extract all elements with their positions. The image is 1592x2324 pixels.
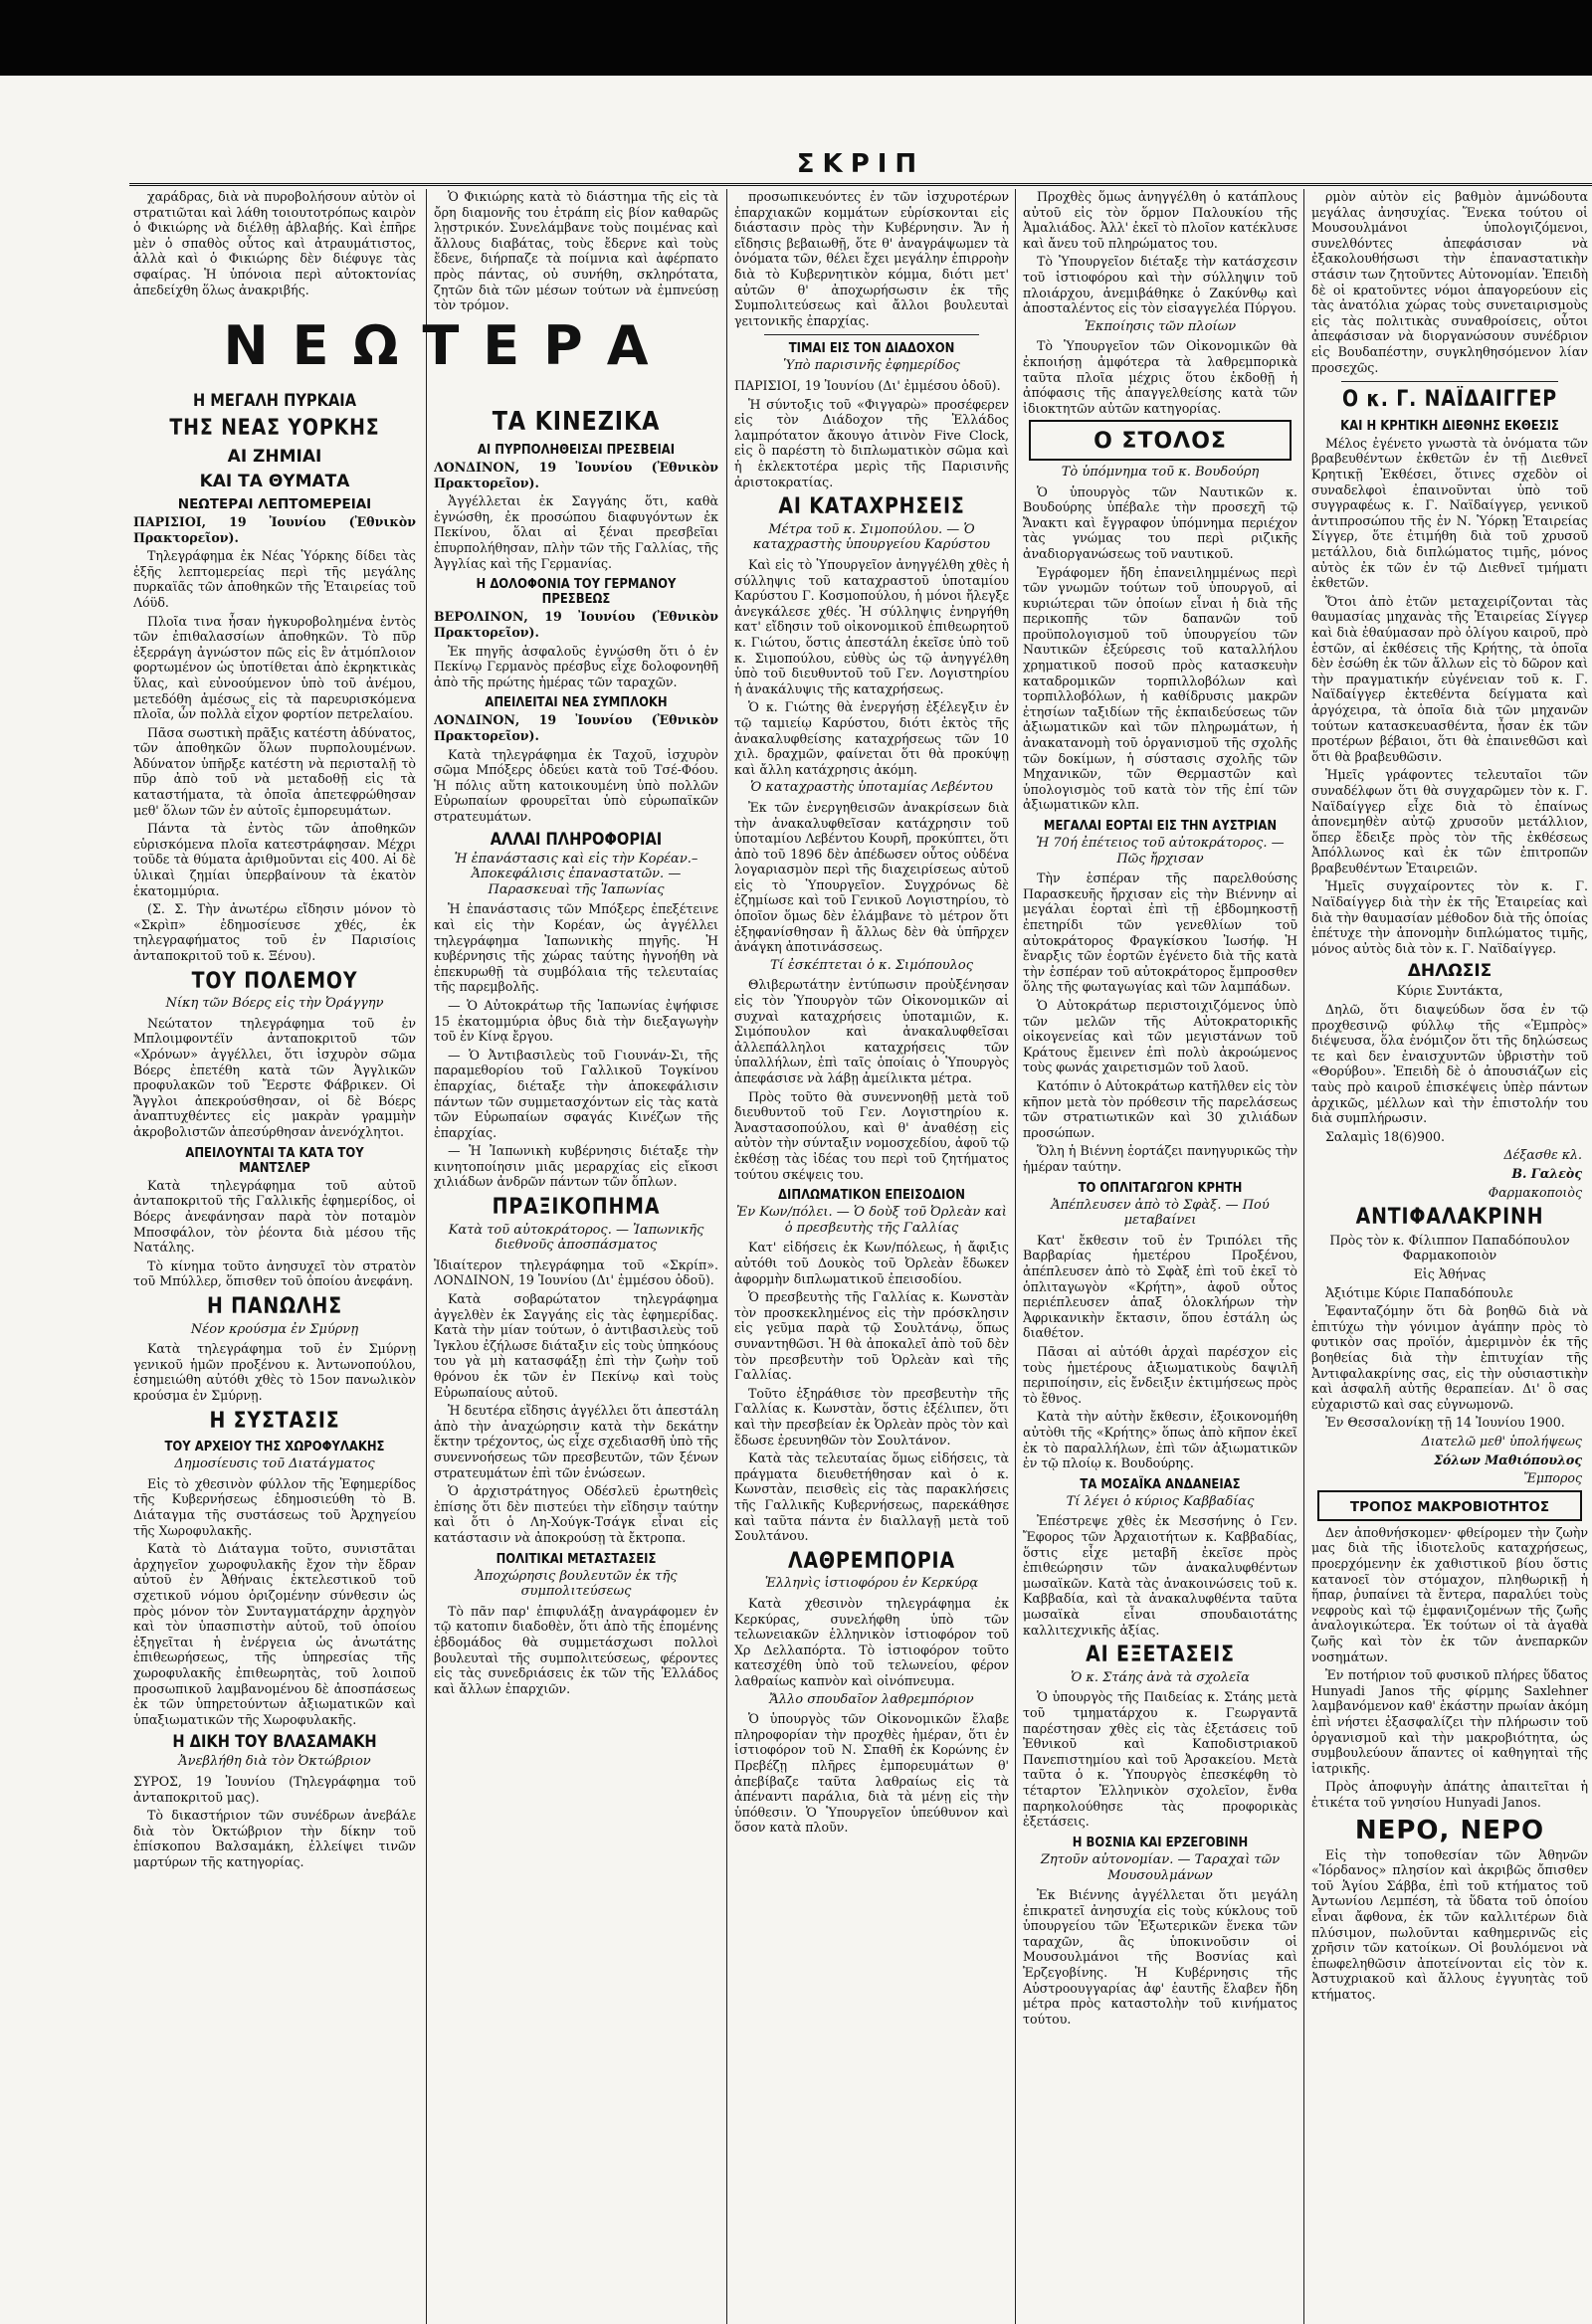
masthead-title: ΣΚΡΙΠ xyxy=(796,149,925,179)
subheadline: Η ΔΟΛΟΦΟΝΙΑ ΤΟΥ ΓΕΡΜΑΝΟΥ ΠΡΕΣΒΕΩΣ xyxy=(476,576,677,608)
paragraph: Πρὸς ἀποφυγὴν ἀπάτης ἀπαιτεῖται ἡ ἐτικέτα τοῦ γνησίου Hunyadi Janos. xyxy=(1311,1779,1588,1810)
dateline: ΛΟΝΔΙΝΟΝ, 19 Ἰουνίου (Ἐθνικὸν Πρακτορεῖον). xyxy=(434,459,718,490)
headline: Η ΠΑΝΩΛΗΣ xyxy=(207,1293,342,1319)
paragraph: Καὶ εἰς τὸ Ὑπουργεῖον ἀνηγγέλθη χθὲς ἡ σύλληψις τοῦ καταχραστοῦ ὑποταμίου Καρύστου Γ. Κοσμοπούλου, ἡ μόνοι ἤλεγξε ἀνεγκάλεσε χθές. Ἡ σύλληψις ἐνηργήθη κατ' εἴδησιν τοῦ οἰκονομικοῦ ἐπιθεωρητοῦ κ. Γιώτου, ὅστις ἀπεστάλη ἐκεῖσε ὑπὸ τοῦ κ. Σιμοπούλου, εὐθὺς ὡς τῷ ἀνηγγέλθη ὑπὸ τοῦ διευθυντοῦ τοῦ Γεν. Λογιστηρίου ἡ ἀνακάλυψις τῆς καταχρήσεως. xyxy=(734,557,1009,696)
paragraph: Εἰς τὸ χθεσινὸν φύλλον τῆς Ἐφημερίδος τῆς Κυβερνήσεως ἐδημοσιεύθη τὸ Β. Διάταγμα τῆς συστάσεως τοῦ Ἀρχηγείου τῆς Χωροφυλακῆς. xyxy=(133,1475,416,1538)
subheadline: Τί λέγει ὁ κύριος Καββαδίας xyxy=(1066,1493,1255,1509)
subheadline: Ἡ ἐπανάστασις καὶ εἰς τὴν Κορέαν.–Ἀποκεφάλισις ἐπαναστατῶν. — Παρασκευαὶ τῆς Ἰαπωνίας xyxy=(454,851,698,897)
headline: ΑΙ ΚΑΤΑΧΡΗΣΕΙΣ xyxy=(778,494,965,520)
paragraph: Ἡ δευτέρα εἴδησις ἀγγέλλει ὅτι ἀπεστάλη ἀπὸ τὴν ἀναχώρησιν κατὰ τὴν δεκάτην ἕκτην τρέχοντος, ὡς εἶχε σχεδιασθῆ ὑπὸ τῆς συνεννοήσεως τῶν πρεσβευτῶν, τῶν ξένων στρατευμάτων ἐπὶ τῶν ἑνώσεων. xyxy=(434,1403,718,1480)
divider xyxy=(764,334,979,335)
salutation: Ἀξιότιμε Κύριε Παπαδόπουλε xyxy=(1325,1284,1513,1300)
subheadline: Κατὰ τοῦ αὐτοκράτορος. — Ἰαπωνικῆς διεθνοῦς ἀποσπάσματος xyxy=(448,1222,704,1254)
paragraph: — Ὁ Αὐτοκράτωρ τῆς Ἰαπωνίας ἐψήφισε 15 ἑκατομμύρια ὀβυς διὰ τὴν διεξαγωγὴν τοῦ ἐν Κίνᾳ ἔργου. xyxy=(434,997,718,1045)
paragraph: Τηλεγράφημα ἐκ Νέας Ὑόρκης δίδει τὰς ἑξῆς λεπτομερείας περὶ τῆς μεγάλης πυρκαϊᾶς τῶν ἀποθηκῶν τῆς Ἑταιρείας τοῦ Λόϋδ. xyxy=(133,548,416,610)
banner-spacer xyxy=(434,316,718,402)
paragraph: Μέλος ἐγένετο γνωστὰ τὰ ὀνόματα τῶν βραβευθέντων ἐκθετῶν ἐν τῇ Διεθνεῖ Κρητικῇ Ἐκθέσει, ὅτινες σχεδὸν οἱ συναδελφοὶ ἐπαινοῦνται ὑπὸ τοῦ συγγραφέως κ. Γ. Ναϊδαίγγερ, γενικοῦ ἀντιπροσώπου τῆς ἐν Ν. Ὑόρκῃ Ἑταιρείας Σίγγερ, ὅτε ἐτιμήθη διὰ τοῦ χρυσοῦ μετάλλου, διὰ διπλώματος τιμῆς, μόνος αὐτὸς ἐκ τῶν ἐν τῷ Διεθνεῖ τμήματι ἐκθετῶν. xyxy=(1311,435,1588,591)
paragraph: Τὸ Ὑπουργεῖον τῶν Οἰκονομικῶν θὰ ἐκποιήσῃ ἀμφότερα τὰ λαθρεμπορικὰ ταῦτα πλοῖα μέχρις ὅτου ἐκδοθῇ ἡ ἀπόφασις τῆς ἀπαγγελθείσης κατὰ τῶν ἰδιοκτητῶν αὐτῶν κατηγορίας. xyxy=(1023,338,1297,416)
paragraph: Ὁ ἀρχιστράτηγος Οδέσλεϋ ἐρωτηθεὶς ἐπίσης ὅτι δὲν πιστεύει τὴν εἴδησιν ταύτην καὶ ὅτι ὁ Λη-Χούγκ-Τσάγκ εἶναι εἰς κατάστασιν νὰ ἀποκρούσῃ τὰ ἔκτροπα. xyxy=(434,1483,718,1545)
headline: ΑΛΛΑΙ ΠΛΗΡΟΦΟΡΙΑΙ xyxy=(490,829,663,850)
subheadline: Ἡ 70ή ἐπέτειος τοῦ αὐτοκράτορος. — Πῶς ἤρχισαν xyxy=(1036,836,1285,867)
paragraph: Θλιβερωτάτην ἐντύπωσιν προὐξένησαν εἰς τὸν Ὑπουργὸν τῶν Οἰκονομικῶν αἱ συχναὶ καταχρήσεις ὑποταμιῶν, κ. Σιμόπουλον καὶ ἀνακαλυφθεῖσαι ἀλλεπάλληλοι καταχρήσεις τῶν ὑπαλλήλων, ἐπὶ ταῖς ὁποίαις ὁ Ὑπουργὸς ἀπεφάσισε νὰ λάβῃ ἀμείλικτα μέτρα. xyxy=(734,977,1009,1086)
subheadline: ΑΙ ΖΗΜΙΑΙ xyxy=(227,446,322,467)
signature: Σόλων Μαθιόπουλος xyxy=(1433,1452,1582,1467)
paragraph: Τὸ πᾶν παρ' ἐπιφυλάξῃ ἀναγράφομεν ἐν τῷ κατοπιν διαδοθὲν, ὅτι ἀπὸ τῆς ἐπομένης ἑβδομάδος θὰ συμμετάσχωσι πολλοὶ βουλευταὶ τῆς συμπολιτεύσεως, φέροντες εἰς τὰς συνεδριάσεις ἐκ τῶν τῆς Ἑλλάδος καὶ ἄλλων ἐπαρχιῶν. xyxy=(434,1603,718,1696)
paragraph: Πάντα τὰ ἐντὸς τῶν ἀποθηκῶν εὑρισκόμενα πλοῖα κατεστράφησαν. Μέχρι τοῦδε τὰ θύματα ἀριθμοῦνται εἰς 400. Αἱ δὲ ὑλικαὶ ζημίαι ὑπερβαίνουν τὰ ἑκατὸν ἑκατομμύρια. xyxy=(133,821,416,898)
headline: ΤΗΣ ΝΕΑΣ ΥΟΡΚΗΣ xyxy=(169,416,380,442)
subheadline: Ἑλληνὶς ἱστιοφόρου ἐν Κερκύρᾳ xyxy=(764,1576,979,1592)
letter-date: Σαλαμὶς 18(6)900. xyxy=(1325,1128,1445,1144)
paragraph: Κατὰ τηλεγράφημα τοῦ αὐτοῦ ἀνταποκριτοῦ τῆς Γαλλικῆς ἐφημερίδος, οἱ Βόερς ἀνεφάνησαν παρὰ τὸν ποταμὸν Μποσφάλον, τὸν ῥέοντα διὰ μέσου τῆς Νατάλης. xyxy=(133,1177,416,1256)
paragraph: Πρὸς τοῦτο θὰ συνεννοηθῇ μετὰ τοῦ διευθυντοῦ τοῦ Γεν. Λογιστηρίου κ. Ἀναστασοπούλου, καὶ θ' ἀναθέσῃ εἰς αὐτὸν τὴν σύνταξιν νομοσχεδίου, ἀφοῦ τῷ ἐκθέσῃ τὰς ἰδέας του περὶ τοῦ ζητήματος τούτου σκέψεις του. xyxy=(734,1088,1009,1182)
subheadline: ΑΠΕΙΛΕΙΤΑΙ ΝΕΑ ΣΥΜΠΛΟΚΗ xyxy=(485,694,668,711)
subheadline: Τί ἐσκέπτεται ὁ κ. Σιμόπουλος xyxy=(769,957,974,973)
signature: Β. Γαλεὸς xyxy=(1511,1166,1582,1182)
headline: ΤΙΜΑΙ ΕΙΣ ΤΟΝ ΔΙΑΔΟΧΟΝ xyxy=(788,340,955,357)
subheadline: Ζητοῦν αὐτονομίαν. — Ταραχαὶ τῶν Μουσουλμάνων xyxy=(1040,1851,1281,1883)
dateline: ΛΟΝΔΙΝΟΝ, 19 Ἰουνίου (Ἐθνικὸν Πρακτορεῖον). xyxy=(434,712,718,744)
headline: ΤΡΟΠΟΣ ΜΑΚΡΟΒΙΟΤΗΤΟΣ xyxy=(1349,1498,1550,1515)
paragraph: Ἐν ποτήριον τοῦ φυσικοῦ πλήρες ὕδατος Hunyadi Janos τῆς φίρμης Saxlehner λαμβανόμενον καθ' ἑκάστην πρωίαν ἀκόμη ἐπὶ νήστει ἐξασφαλίζει τὴν πλήρωσιν τοῦ ὀργανισμοῦ καὶ τὴν μακροβιότητα, ὡς συμβουλεύουν ἅπαντες οἱ καθηγηταὶ τῆς ἰατρικῆς. xyxy=(1311,1667,1588,1776)
subheadline: Τὸ ὑπόμνημα τοῦ κ. Βουδούρη xyxy=(1061,464,1260,480)
headline-box xyxy=(1317,1490,1582,1521)
paragraph: Τὴν ἑσπέραν τῆς παρελθούσης Παρασκευῆς ἤρχισαν εἰς τὴν Βιέννην αἱ μεγάλαι ἑορταὶ ἐπὶ τῇ ἑβδομηκοστῇ ἐπετηρίδι τῶν γενεθλίων τοῦ αὐτοκράτορος Φραγκίσκου Ἰωσήφ. Ἡ ἔναρξις τῶν ἑορτῶν ἐγένετο διὰ τῆς κατὰ τὴν ἑσπέραν τοῦ αὐτοκράτορος ἔμπροσθεν ὅλης τῆς φωταγωγίας καὶ τῶν λαμπάδων. xyxy=(1023,871,1297,995)
article-continuation: ρμὸν αὐτὸν εἰς βαθμὸν ἀμνώδουτα μεγάλας ἀνησυχίας. Ἕνεκα τούτου οἱ Μουσουλμάνοι ὑπολογιζόμενοι, συνελθόντες ἀπεφάσισαν νὰ ἐξακολουθήσωσι τὴν ἐπαναστατικὴν στάσιν των ζητοῦντες Αὐτονομίαν. Ἐπειδὴ δὲ οἱ κρατοῦντες νόμοι ἀπαγορεύουν εἰς τὰς ἀνατόλια χώρας τοὺς συνεταιρισμοὺς εἰς τὰς πολιτικὰς συναθροίσεις, οὗτοι ἀπεφάσισαν νὰ διοργανώσουν συνέδριον εἰς Βουδαπέστην, συγκληθησόμενον λίαν προσεχῶς. xyxy=(1311,189,1588,375)
paragraph: Κατὰ σοβαρώτατον τηλεγράφημα ἀγγελθὲν ἐκ Σαγγάης εἰς τὰς ἐφημερίδας. Κατὰ τὴν μίαν τούτων, ὁ ἀντιβασιλεὺς τοῦ Ἰγκλου ἐζήλωσε διάταξιν εἰς τοὺς ὑπηκόους του γὰ μὴ κατασφάξῃ ἐπὶ τὴν ζωὴν τοῦ θρόνου ἐκ τῶν ἐν Πεκίνῳ καὶ τοὺς Εὐρωπαίους αὐτοῦ. xyxy=(434,1291,718,1400)
paragraph: Δηλῶ, ὅτι διαψεύδων ὅσα ἐν τῷ προχθεσινῷ φύλλῳ τῆς «Ἐμπρὸς» διέψευσα, ὅλα ἐνόμιζον ὅτι τῆς δηλώσεως τε καὶ δεν ἐναισχυντῶν ὑβριστὴν τοῦ «Θορύβου». Ἐπειδὴ δὲ ὁ ἀπουσιάζων εἰς ταὺς πρὸ καιροῦ ἐπισκέψεις ὑπὲρ πάντων ἀρχικῶς, μέλλων καὶ τὴν ἐπιστολήν του διὰ συμπλήρωσιν. xyxy=(1311,1002,1588,1126)
paragraph: Ὁ πρεσβευτὴς τῆς Γαλλίας κ. Κωνστὰν τὸν προσκεκλημένος εἰς τὴν πρόσκλησιν εἰς γεῦμα παρὰ τῷ Σουλτάνῳ, ὅπως συναντηθῶσι. Ἡ θὰ ἀποκαλεῖ ἀπὸ τοῦ δὲν τὸν πρεσβευτὴν τοῦ Ὀρλεὰν καὶ τῆς Γαλλίας. xyxy=(734,1289,1009,1383)
paragraph: Ὁ κ. Γιώτης θὰ ἐνεργήσῃ ἐξέλεγξιν ἐν τῷ ταμιείῳ Καρύστου, διότι ἐκτὸς τῆς ἀνακαλυφθείσης καταχρήσεως τῶν 10 χιλ. δραχμῶν, φαίνεται ὅτι θὰ προκύψῃ καὶ ἄλλη κατάχρησις ἀκόμη. xyxy=(734,699,1009,777)
headline: ΛΑΘΡΕΜΠΟΡΙΑ xyxy=(788,1548,955,1574)
salutation: Κύριε Συντάκτα, xyxy=(1396,983,1503,999)
headline: Ο κ. Γ. ΝΑΪΔΑΙΓΓΕΡ xyxy=(1342,387,1557,413)
paragraph: Ἡ σύντοξις τοῦ «Φιγγαρὼ» προσέφερεν εἰς τὸν Διάδοχον τῆς Ἑλλάδος λαμπρότατον ἄκουγο ἀτινὸν Five Clock, εἰς ὃ παρέστη τὸ διπλωματικὸν σῶμα καὶ ἡ ἐκλεκτοτέρα μερὶς τῆς Παρισινῆς ἀριστοκρατίας. xyxy=(734,396,1009,489)
paragraph: Κατ' εἰδήσεις ἐκ Κων/πόλεως, ἡ ἄφιξις αὐτόθι τοῦ Δουκὸς τοῦ Ὀρλεὰν ἔδωκεν ἀφορμὴν διπλωματικοῦ ἐπεισοδίου. xyxy=(734,1240,1009,1286)
section-banner-neotera: ΝΕΩΤΕΡΑ xyxy=(223,314,673,377)
paragraph: Κατὰ χθεσινὸν τηλεγράφημα ἐκ Κερκύρας, συνελήφθη ὑπὸ τῶν τελωνειακῶν ἑλληνικὸν ἱστιοφόρον τοῦ Χρ Δελλαπόρτα. Τὸ ἱστιοφόρον τοῦτο κατεσχέθη ὑπὸ τοῦ τελωνείου, φέρον λαθραίως καπνὸν καὶ οἰνόπνευμα. xyxy=(734,1595,1009,1688)
paragraph: Ἡμεῖς γράφοντες τελευταῖοι τῶν συναδέλφων ὅτι θὰ συγχαρῶμεν τὸν κ. Γ. Ναϊδαίγγερ εἶχε διὰ τὸ ἐπαίνως ἀπονεμηθὲν αὐτῷ χρυσοῦν μετάλλιον, ὅπερ ἔδειξε πρὸς τὸν τῆς ἐκθέσεως Ἀπόλλωνος καὶ ἐκ τῶν ἐπιτροπῶν βραβευθέντων Ἑταιρειῶν. xyxy=(1311,767,1588,875)
dateline: Ἰδιαίτερον τηλεγράφημα τοῦ «Σκρίπ». ΛΟΝΔΙΝΟΝ, 19 Ἰουνίου (Δι' ἐμμέσου ὁδοῦ). xyxy=(434,1257,718,1288)
paragraph: — Ὁ Ἀντιβασιλεὺς τοῦ Γιουνάν-Σι, τῆς παραμεθορίου τοῦ Γαλλικοῦ Τογκίνου ἐπαρχίας, διέταξε τὴν ἀποκεφάλισιν πάντων τῶν συμμετασχόντων εἰς τὰς κατὰ τῶν Εὐρωπαίων σφαγάς Κινέζων τῆς ἐπαρχίας. xyxy=(434,1047,718,1140)
paragraph: Ὁ ὑπουργὸς τῶν Οἰκονομικῶν ἔλαβε πληροφορίαν τὴν προχθὲς ἡμέραν, ὅτι ἐν ἱστιοφόρον τοῦ Ν. Σπαθῆ ἐκ Κορώνης ἐν Πρεβέζῃ πλῆρες ἐμπορευμάτων θ' ἀπεβίβαζε ταῦτα λαθραίως εἰς τὰ ἀπέναντι παράλια, διὰ τὰ μένῃ εἰς τὴν ὑπόθεσιν. Ὁ Ὑπουργεῖον ὑπεύθυνον καὶ ὅσον κατὰ πλοῦν. xyxy=(734,1711,1009,1836)
paragraph: Ἡ ἐπανάστασις τῶν Μπόξερς ἐπεξέτεινε καὶ εἰς τὴν Κορέαν, ὡς ἀγγέλλει τηλεγράφημα Ἰαπωνικὴς πηγῆς. Ἡ κυβέρνησις τῆς χώρας ταύτης ἠγνοήθη νὰ ἐπεκυρωθῇ τὰ συμβόλαια τῆς τελευταίας τῆς παρεμβολῆς. xyxy=(434,901,718,995)
headline: Η ΜΕΓΑΛΗ ΠΥΡΚΑΙΑ xyxy=(192,391,357,412)
article-continuation: Προχθὲς ὅμως ἀνηγγέλθη ὁ κατάπλους αὐτοῦ εἰς τὸν ὅρμον Παλουκίου τῆς Ἀμαλιάδος. Ἀλλ' ἐκεῖ τὸ πλοῖον κατέκλυσε καὶ ἄνευ τοῦ πληρώματος του. xyxy=(1023,189,1297,251)
paragraph: Ὁ ὑπουργὸς τῆς Παιδείας κ. Στάης μετὰ τοῦ τμηματάρχου κ. Γεωργαντᾶ παρέστησαν χθὲς εἰς τὰς ἐξετάσεις τοῦ Ἐθνικοῦ καὶ Καποδιστριακοῦ Πανεπιστημίου καὶ τοῦ Ἀρσακείου. Μετὰ ταῦτα ὁ κ. Ὑπουργὸς ἐπεσκέφθη τὸ τέταρτον Ἑλληνικὸν σχολεῖον, ἔνθα παρηκολούθησε τὰς προφορικὰς ἐξετάσεις. xyxy=(1023,1689,1297,1830)
subheadline: Ἀνεβλήθη διὰ τὸν Ὀκτώβριον xyxy=(178,1754,371,1770)
headline: ΑΙ ΕΞΕΤΑΣΕΙΣ xyxy=(1086,1643,1235,1668)
headline: ΠΡΑΞΙΚΟΠΗΜΑ xyxy=(492,1195,661,1221)
scan-top-band xyxy=(0,0,1592,76)
paragraph: Κατὰ τὰς τελευταίας ὅμως εἰδήσεις, τὰ πράγματα διευθετήθησαν καὶ ὁ κ. Κωνστὰν, πεισθεὶς εἰς τὰς παρακλήσεις τῆς Γαλλικῆς Κυβερνήσεως, παρεκάθησε καὶ ταῦτα πάντα ἐν διαλλαγῇ μετὰ τοῦ Σουλτάνου. xyxy=(734,1451,1009,1544)
column-2 xyxy=(434,189,718,2324)
paragraph: Ὁ Αὐτοκράτωρ περιστοιχιζόμενος ὑπὸ τῶν μελῶν τῆς Αὐτοκρατορικῆς οἰκογενείας καὶ τῶν μεγιστάνων τοῦ Κράτους ἔμεινεν ἐπὶ πολὺ ἀκροώμενος τοὺς φωνάς χαιρετισμῶν τοῦ λαοῦ. xyxy=(1023,998,1297,1075)
paragraph: Ἐπέστρεψε χθὲς ἐκ Μεσσήνης ὁ Γεν. Ἔφορος τῶν Ἀρχαιοτήτων κ. Καββαδίας, ὅστις εἶχε μεταβῆ ἐκεῖσε πρὸς ἐπιθεώρησιν τῶν ἀνακαλυφθέντων μωσαϊκῶν. Κατὰ τὰς ἀνακοινώσεις τοῦ κ. Καββαδία, καὶ τὰ ἀνακαλυφθέντα ταῦτα μωσαϊκὰ εἶναι σπουδαιοτάτης καλλιτεχνικῆς ἀξίας. xyxy=(1023,1513,1297,1638)
headline: Η ΣΥΣΤΑΣΙΣ xyxy=(209,1408,340,1434)
column-rule xyxy=(1015,189,1016,2324)
paragraph: Τὸ κίνημα τοῦτο ἀνησυχεῖ τὸν στρατὸν τοῦ Μπύλλερ, ὅπισθεν τοῦ ὁποίου ἀνεφάνη. xyxy=(133,1258,416,1289)
subheadline: Μέτρα τοῦ κ. Σιμοπούλου. — Ὁ καταχραστὴς ὑπουργείου Καρύστου xyxy=(752,521,991,553)
subheadline: ΤΟΥ ΑΡΧΕΙΟΥ ΤΗΣ ΧΩΡΟΦΥΛΑΚΗΣ xyxy=(164,1439,385,1455)
paragraph: Ἐκ Βιέννης ἀγγέλλεται ὅτι μεγάλη ἐπικρατεῖ ἀνησυχία εἰς τοὺς κύκλους τοῦ ὑπουργείου τῶν Ἐξωτερικῶν ἕνεκα τῶν ταραχῶν, ἃς ὑποκινοῦσιν οἱ Μουσουλμάνοι τῆς Βοσνίας καὶ Ἐρζεγοβίνης. Ἡ Κυβέρνησις τῆς Αὐστροουγγαρίας ἀφ' ἑαυτῆς ἔλαβεν ἤδη μέτρα πρὸς καταστολὴν τοῦ κινήματος τούτου. xyxy=(1023,1887,1297,2027)
paragraph: Εἰς Ἀθήνας xyxy=(1413,1266,1487,1282)
masthead xyxy=(129,149,1592,186)
paragraph: Κατ' ἔκθεσιν τοῦ ἐν Τριπόλει τῆς Βαρβαρίας ἡμετέρου Προξένου, ἀπέπλευσεν ἀπὸ τὸ Σφὰξ ἐπὶ τοῦ ἐκεῖ τὸ ὁπλιταγωγὸν «Κρήτη», ἀφοῦ οὗτος περιέπλευσεν ἁπαξ ὁλοκλήρων τὴν Ἀφρικανικὴν ἔκτασιν, ὅπου ἐστάλη ὡς διαθέτον. xyxy=(1023,1232,1297,1341)
column-4 xyxy=(1023,189,1297,2324)
paragraph: Τοῦτο ἐξηράθισε τὸν πρεσβευτὴν τῆς Γαλλίας κ. Κωνστὰν, ὅστις ἐξέλιπεν, ὅτι καὶ τὴν πρεσβείαν ἐκ Ὀρλεὰν πρὸς τὸν καὶ ἔδωσε ἐρευνηθῶν τὸν Σουλτάνον. xyxy=(734,1385,1009,1448)
paragraph: — Ἡ Ἰαπωνικὴ κυβέρνησις διέταξε τὴν κινητοποίησιν μιᾶς μεραρχίας εἰς εἴκοσι χιλιάδων ἀνδρῶν πάντων τῶν ὅπλων. xyxy=(434,1143,718,1190)
subheadline: Νέον κρούσμα ἐν Σμύρνῃ xyxy=(190,1321,359,1337)
headline: ΑΠΕΙΛΟΥΝΤΑΙ ΤΑ ΚΑΤΑ ΤΟΥ ΜΑΝΤΣΛΕΡ xyxy=(185,1144,364,1176)
subheadline: Δημοσίευσις τοῦ Διατάγματος xyxy=(174,1456,375,1472)
paragraph: Τὸ Ὑπουργεῖον διέταξε τὴν κατάσχεσιν τοῦ ἱστιοφόρου καὶ τὴν σύλληψιν τοῦ πλοιάρχου, ἀνεμιβάθηκε ὁ Ζακύνθῳ καὶ ἀποσταλέντος εἰς τὸν εἰσαγγελέα Πύργου. xyxy=(1023,254,1297,316)
column-1 xyxy=(133,189,416,2324)
headline: Ο ΣΤΟΛΟΣ xyxy=(1094,429,1227,455)
dateline: ΠΑΡΙΣΙΟΙ, 19 Ἰουνίου (Δι' ἐμμέσου ὁδοῦ). xyxy=(734,378,1001,394)
headline: ΤΑ ΜΟΣΑΪΚΑ ΑΝΔΑΝΕΙΑΣ xyxy=(1080,1475,1241,1492)
column-rule xyxy=(726,189,727,2324)
columns-frame xyxy=(129,189,1592,2324)
headline: ΤΟΥ ΠΟΛΕΜΟΥ xyxy=(191,968,358,994)
headline: ΔΗΛΩΣΙΣ xyxy=(1407,961,1492,982)
paragraph: Ἡμεῖς συγχαίροντες τὸν κ. Γ. Ναϊδαίγγερ διὰ τὴν ἐκ τῆς Ἑταιρείας καὶ διὰ τὴν θαυμασίαν μέθοδον διὰ τῆς ὁποίας ἐπέτυχε τὴν ἀπονομὴν διπλώματος τιμῆς, μόνος αὐτὸς διὰ τὸν κ. Γ. Ναϊδαίγγερ. xyxy=(1311,878,1588,956)
banner-spacer xyxy=(133,300,416,386)
article-continuation: χαράδρας, διὰ νὰ πυροβολήσουν αὐτὸν οἱ στρατιῶται καὶ λάθη τοιουτοτρόπως καιρὸν ὁ Φικιώρης νὰ διέλθῃ ἀβλαβής. Καὶ ἐπῆρε μὲν ὁ σπαθὸς οὗτος καὶ ἀτραυμάτιστος, ἀλλὰ καὶ ὁ Φικιώρης δὲν διέφυγε τὰς σφαίρας. Ἡ ὑπόνοια περὶ αὐτοκτονίας ἀπεδείχθη ὅλως ἀνακριβής. xyxy=(133,189,416,297)
paragraph: Δεν ἀποθνήσκομεν· φθείρομεν τὴν ζωὴν μας διὰ τῆς ἰδιοτελοῦς καταχρήσεως, προερχόμενην ἐκ χαθιστικοῦ βίου ὅστις κατανοεῖ τὸν στόμαχον, πληθωρικῇ ἡ ἥπαρ, ῥυπαίνει τὰ ἔντερα, παραλύει τοὺς νεφροὺς καὶ τῷ ἐμφανιζομένων τῆς ζωῆς ἀναλογικώτερα. Ἐκ τούτων οἱ τὰ ἀγαθὰ ζωῆς καὶ τὸν ἐκ τῶν ἀνεπαρκῶν νοσημάτων. xyxy=(1311,1524,1588,1664)
divider xyxy=(1341,381,1558,382)
paragraph: Ἐφανταζόμην ὅτι δὰ βοηθῶ διὰ νὰ ἐπιτύχω τὴν γόνιμον ἀγάπην πρὸς τὸ φυτικὸν σας προϊόν, ἀμεριμνὸν ἐκ τῆς βοηθείας διὰ τὴν ἐπιτυχίαν τῆς Ἀντιφαλακρίνης σας, εἰς τὴν οὐσιαστικὴν καὶ ἀσφαλῆ αὐτῆς θεραπείαν. Δι' ὃ σας εὐχαριστῶ καὶ σας εὐγνωμονῶ. xyxy=(1311,1303,1588,1412)
headline-box xyxy=(1029,420,1292,461)
paragraph: Κατὰ τηλεγράφημα τοῦ ἐν Σμύρνῃ γενικοῦ ἡμῶν προξένου κ. Ἀντωνοπούλου, ἐσημειώθη αὐτόθι χθὲς τὸ 15ον πανωλικὸν κρούσμα ἐν Σμύρνῃ. xyxy=(133,1341,416,1403)
headline: ΠΟΛΙΤΙΚΑΙ ΜΕΤΑΣΤΑΣΕΙΣ xyxy=(496,1550,657,1567)
headline: Η ΔΙΚΗ ΤΟΥ ΒΛΑΣΑΜΑΚΗ xyxy=(172,1732,377,1753)
headline: ΑΝΤΙΦΑΛΑΚΡΙΝΗ xyxy=(1355,1205,1544,1231)
letter-closing: Δέξασθε κλ. xyxy=(1503,1147,1582,1163)
subheadline: Ἀποχώρησις βουλευτῶν ἐκ τῆς συμπολιτεύσεως xyxy=(475,1568,678,1600)
subheadline: Ὁ καταχραστὴς ὑποταμίας Λεβέντου xyxy=(750,780,993,796)
paragraph: Κατὰ τηλεγράφημα ἐκ Ταχοῦ, ἰσχυρὸν σῶμα Μπόξερς ὁδεύει κατὰ τοῦ Τσέ-Φόου. Ἡ πόλις αὕτη κατοικουμένη ὑπὸ πολλῶν Εὐρωπαίων φρουρεῖται ὑπὸ εὐρωπαϊκῶν στρατευμάτων. xyxy=(434,746,718,824)
subheadline: Νίκη τῶν Βόερς εἰς τὴν Ὀράγγην xyxy=(165,996,384,1012)
paragraph: (Σ. Σ. Τὴν ἀνωτέρω εἴδησιν μόνον τὸ «Σκρὶπ» ἐδημοσίευσε χθές, ἐκ τηλεγραφήματος τοῦ ἐν Παρισίοις ἀνταποκριτοῦ τοῦ κ. Ξένου). xyxy=(133,901,416,964)
subheadline: ΚΑΙ ΤΑ ΘΥΜΑΤΑ xyxy=(199,471,350,491)
paragraph: Εἰς τὴν τοποθεσίαν τῶν Ἀθηνῶν «Ἰόρδανος» πλησίον καὶ ἀκριβῶς ὄπισθεν τοῦ Ἁγίου Σάββα, ἐπὶ τοῦ κτήματος τοῦ Ἀντωνίου Λεμπέση, τὰ ὕδατα τοῦ ὁποίου εἶναι ἄφθονα, ἐκ τῶν καλλιτέρων διὰ πλύσιμον, πωλοῦνται καθημερινῶς εἰς χρῆσιν τῶν κατοίκων. Οἱ βουλόμενοι νὰ ἐπωφεληθῶσιν ἀποτείνονται εἰς τὸν κ. Ἀστυχριακοῦ καὶ ἄλλους ἐγγυητὰς τοῦ κτήματος. xyxy=(1311,1846,1588,2002)
subheadline: Ὁ κ. Στάης ἀνὰ τὰ σχολεῖα xyxy=(1071,1669,1250,1685)
paragraph: Πᾶσα σωστικὴ πρᾶξις κατέστη ἀδύνατος, τῶν ἀποθηκῶν ὅλων πυρπολουμένων. Ἀδύνατον ὑπῆρξε κατέστη νὰ περισταλῇ τὸ πῦρ ἀπὸ τοῦ νὰ μεταδοθῇ εἰς τὰ καταστήματα, τὰ ὁποῖα ἀπετεφρώθησαν μεθ' ὅλων τῶν ἐν αὐτοῖς ἐμπορευμάτων. xyxy=(133,724,416,818)
headline: Η ΒΟΣΝΙΑ ΚΑΙ ΕΡΖΕΓΟΒΙΝΗ xyxy=(1072,1834,1249,1850)
paragraph: Ἐκ τῶν ἐνεργηθεισῶν ἀνακρίσεων διὰ τὴν ἀνακαλυφθεῖσαν κατάχρησιν τοῦ ὑποταμίου Λεβέντου Κουρῆ, προκύπτει, ὅτι ἀπὸ τοῦ 1896 δὲν ἀπέδωσεν οὗτος οὐδένα λογαριασμὸν περὶ τῆς διαχειρίσεως αὐτοῦ εἰς τὸ Ὑπουργεῖον. Συγχρόνως δὲ ἐζημίωσε καὶ τοῦ Γενικοῦ Λογιστηρίου, τὸ ὁποῖον ὅμως δὲν ἐλάμβανε τὸ μέτρον ὅτι ἐξηφανίσθησαν ἢ ἄλλως δὲν θὰ ὑπῆρχεν ἀνάγκη ἀποτινάσσεως. xyxy=(734,799,1009,955)
column-5 xyxy=(1311,189,1588,2324)
paragraph: Ὁ ὑπουργὸς τῶν Ναυτικῶν κ. Βουδούρης ὑπέβαλε τὴν προσεχῆ τῷ Ἄνακτι καὶ ἔγγραφον ὑπόμνημα περιέχον τὰς γνώμας του περὶ ριζικῆς ἀναδιοργανώσεως τοῦ ναυτικοῦ. xyxy=(1023,484,1297,561)
paragraph: Κατὰ τὸ Διάταγμα τοῦτο, συνιστᾶται ἀρχηγεῖον χωροφυλακῆς ἔχον τὴν ἔδραν αὐτοῦ ἐν Ἀθήναις ἐκτελεστικοῦ τοῦ σχετικοῦ νόμου ὁριζομένην σύνθεσιν ὡς πρὸς μόνον τὸν Συνταγματάρχην ἀρχηγὸν καὶ τὸν ὑπασπιστὴν αὐτοῦ, τοῦ ὁποίου ἐξηγεῖται ἡ ἐνέργεια ὡς ἀνωτάτης ἐπιθεωρήσεως, τῆς ὑπηρεσίας τῆς χωροφυλακῆς ἐπιθεωρητὰς, τοῦ λοιποῦ προσωπικοῦ λαμβανομένου δὲ ἀποσπάσεως ἐκ τῶν ὑπηρετούντων ἀξιωματικῶν καὶ ὑπαξιωματικῶν τῆς Χωροφυλακῆς. xyxy=(133,1541,416,1727)
article-continuation: Ὁ Φικιώρης κατὰ τὸ διάστημα τῆς εἰς τὰ ὄρη διαμονῆς του ἐτράπη εἰς βίον καθαρῶς λῃστρικόν. Συνελάμβανε τοὺς ποιμένας καὶ ἄλλους διαβάτας, τοὺς ἔδερνε καὶ τοὺς ἔδενε, διήρπαζε τὰ ποίμνια καὶ ἀφέρπατο πρὸς πάντας, οὐ συνήθη, σκληρότατα, ζητῶν διὰ τῶν μέσων τούτων νὰ ἐμπνεύσῃ τὸν τρόμον. xyxy=(434,189,718,313)
paragraph: Πρὸς τὸν κ. Φίλιππον Παπαδόπουλον Φαρμακοποιὸν xyxy=(1329,1232,1570,1263)
paragraph: Πᾶσαι αἱ αὐτόθι ἀρχαὶ παρέσχον εἰς τοὺς ἡμετέρους ἀξιωματικοὺς δαψιλῆ περιποίησιν, εἰς ἔνδειξιν ἐκτιμήσεως πρὸς τὸ ἔθνος. xyxy=(1023,1344,1297,1406)
paragraph: Ὅλη ἡ Βιέννη ἑορτάζει πανηγυρικῶς τὴν ἡμέραν ταύτην. xyxy=(1023,1143,1297,1174)
paragraph: Πλοῖα τινα ἦσαν ἠγκυροβολημένα ἐντὸς τῶν ἐπιθαλασσίων ἀποθηκῶν. Τὸ πῦρ ἐξερράγη ἀγνώστον πῶς εἰς ἓν ἀτμόπλοιον φορτωμένον ὡς ὑποτίθεται ἀπὸ ἐκρηκτικὰς ὕλας, καὶ εὐνοούμενον ὑπὸ τοῦ ἀνέμου, μετεδόθη ἀμέσως εἰς τὰ παρευρισκόμενα πλοῖα, ὧν πολλὰ εἶχον φορτίον πετρελαίου. xyxy=(133,613,416,722)
subheadline: Ἐν Κων/πόλει. — Ὁ δοὺξ τοῦ Ὀρλεὰν καὶ ὁ πρεσβευτὴς τῆς Γαλλίας xyxy=(736,1205,1007,1236)
subheadline: Ὑπὸ παρισινῆς ἐφημερίδος xyxy=(783,358,960,374)
subheadline: ΑΙ ΠΥΡΠΟΛΗΘΕΙΣΑΙ ΠΡΕΣΒΕΙΑΙ xyxy=(477,441,676,458)
column-rule xyxy=(1303,189,1304,2324)
article-continuation: προσωπικευόντες ἐν τῶν ἰσχυροτέρων ἐπαρχιακῶν κομμάτων εὑρίσκονται εἰς διάστασιν πρὸς τὴν Κυβέρνησιν. Ἄν ἡ εἴδησις βεβαιωθῇ, ὅτε θ' ἀναγράψωμεν τὰ ὀνόματα τῶν, θέλει ἔχει μεγάλην ἐπιρροὴν διὰ τὸ Κυβερνητικὸν κόμμα, διότι μετ' αὐτῶν θ' ἀποχωρήσωσιν ἐκ τῆς Συμπολιτεύσεως καὶ ἄλλοι βουλευταὶ γειτονικῆς ἐπαρχίας. xyxy=(734,189,1009,328)
paragraph: Νεώτατον τηλεγράφημα τοῦ ἐν Μπλοιμφοντέϊν ἀνταποκριτοῦ τῶν «Χρόνων» ἀγγέλλει, ὅτι ἰσχυρὸν σῶμα Βόερς ἐπετέθη κατὰ τῶν Ἀγγλικῶν προφυλακῶν τοῦ Ἔερστε Φάβρικεν. Οἱ Ἄγγλοι ἀπεκρούσθησαν, οἱ δὲ Βόερς ἀναπτυχθέντες εἰς μακρὰν γραμμὴν ἀκροβολιστῶν ἀπεσύρθησαν ἀνενόχλητοι. xyxy=(133,1015,416,1139)
dateline: ΠΑΡΙΣΙΟΙ, 19 Ἰουνίου (Ἐθνικὸν Πρακτορεῖον). xyxy=(133,513,416,545)
subheadline: Ἄλλο σπουδαῖον λαθρεμπόριον xyxy=(769,1691,974,1707)
dateline: ΣΥΡΟΣ, 19 Ἰουνίου (Τηλεγράφημα τοῦ ἀνταποκριτοῦ μας). xyxy=(133,1774,416,1805)
headline: ΤΑ ΚΙΝΕΖΙΚΑ xyxy=(492,406,661,437)
column-3 xyxy=(734,189,1009,2324)
column-rule xyxy=(426,189,427,2324)
paragraph: Τὸ δικαστήριον τῶν συνέδρων ἀνεβάλε διὰ τὸν Ὀκτώβριον τὴν δίκην τοῦ ἐπίσκοπου Βαλσαμάκη, ἐλλείψει τινῶν μαρτύρων τῆς κατηγορίας. xyxy=(133,1808,416,1869)
headline: ΤΟ ΟΠΛΙΤΑΓΩΓΟΝ ΚΡΗΤΗ xyxy=(1078,1179,1243,1196)
signature-role: Φαρμακοποιὸς xyxy=(1488,1184,1582,1200)
paragraph: Ἀγγέλλεται ἐκ Σαγγάης ὅτι, καθὰ ἐγνώσθη, ἐκ προσώπου διαφυγόντων ἐκ Πεκίνου, ὅλαι αἱ ξέναι πρεσβεῖαι ἐπυρπολήθησαν, πλὴν τῶν τῆς Γαλλίας, τῆς Ἀγγλίας καὶ τῆς Γερμανίας. xyxy=(434,493,718,571)
subheadline: ΚΑΙ Η ΚΡΗΤΙΚΗ ΔΙΕΘΝΗΣ ΕΚΘΕΣΙΣ xyxy=(1340,417,1559,434)
paragraph: Ὅτοι ἀπὸ ἐτῶν μεταχειρίζονται τὰς θαυμασίας μηχανὰς τῆς Ἑταιρείας Σίγγερ καὶ διὰ ἐθαύμασαν πρὸ ὀλίγου καιροῦ, πρὸ ἑστῶν, αἱ ἐκθέσεις τῆς Κρήτης, τὰ ὁποῖα δὲν ἐσώθη ἐκ τῶν ἄλλων εἰς τὸ δῶρον καὶ τὴν πραγματικήν εὐγένειαν τοῦ κ. Γ. Ναϊδαίγγερ ἐκτεθέντα δείγματα καὶ ἀργόχειρα, τὰ ὁποῖα διὰ τῶν μηχανῶν τούτων κατασκευασθέντα, ἦσαν ἐκ τῶν προτέρων βέβαιοι, ὅτι θὰ ἐπαινεθῶσι καὶ ὅτι θὰ βραβευθῶσιν. xyxy=(1311,593,1588,764)
headline: ΜΕΓΑΛΑΙ ΕΟΡΤΑΙ ΕΙΣ ΤΗΝ ΑΥΣΤΡΙΑΝ xyxy=(1043,818,1278,834)
signature-role: Ἔμπορος xyxy=(1523,1470,1582,1486)
paragraph: Ἐγράφομεν ἤδη ἐπανειλημμένως περὶ τῶν γνωμῶν τούτων τοῦ ὑπουργοῦ, αἱ κυριώτεραι τῶν ὁποίων εἶναι ἡ διὰ τῆς περικοπῆς τῶν δαπανῶν τοῦ προϋπολογισμοῦ τοῦ ὑπουργείου τῶν Ναυτικῶν ἐξεύρεσις τοῦ καταλλήλου χρηματικοῦ ποσοῦ πρὸς κατασκευὴν καταδρομικῶν τορπιλλοβόλων καὶ τορπιλλοβόλων, ἡ καθίδρυσις μακρῶν ἐτησίων ταξιδίων τῆς ἐκπαιδεύσεως τῶν ἀξιωματικῶν καὶ τῶν πληρωμάτων, ἡ ἀνακατανομὴ τοῦ ὀργανισμοῦ τῆς σχολῆς τῶν δοκίμων, ἡ σύστασις σχολῆς τῶν Μηχανικῶν, τῶν Θερμαστῶν καὶ ὑπολογισμὸς τοῦ κατὰ τὸν τῆς ἐπί τῶν ἀξιωματικῶν κλπ. xyxy=(1023,564,1297,813)
dateline: ΒΕΡΟΛΙΝΟΝ, 19 Ἰουνίου (Ἐθνικὸν Πρακτορεῖον). xyxy=(434,609,718,640)
paragraph: Ἐκ πηγῆς ἀσφαλοῦς ἐγνώσθη ὅτι ὁ ἐν Πεκίνῳ Γερμανὸς πρέσβυς εἶχε δολοφονηθῆ ἀπὸ τῆς πρώτης ἡμέρας τῶν ταραχῶν. xyxy=(434,643,718,689)
subheadline: ΝΕΩΤΕΡΑΙ ΛΕΠΤΟΜΕΡΕΙΑΙ xyxy=(177,495,372,512)
letter-date: Ἐν Θεσσαλονίκῃ τῇ 14 Ἰουνίου 1900. xyxy=(1325,1415,1565,1431)
paragraph: Κατὰ τὴν αὐτὴν ἔκθεσιν, ἐξοικονομήθη αὐτὸθι τῆς «Κρήτης» ὅπως ἀπὸ κῆπον ἐκεῖ ἐκ τὸ παραλλήλων, ἐπὶ τῶν ἀξιωματικῶν ἐν τῷ πλοίῳ κ. Βουδούρης. xyxy=(1023,1409,1297,1471)
subheadline: Ἀπέπλευσεν ἀπὸ τὸ Σφὰξ. — Πού μεταβαίνει xyxy=(1051,1197,1270,1229)
subheadline: Ἐκποίησις τῶν πλοίων xyxy=(1084,318,1237,334)
paragraph: Κατόπιν ὁ Αὐτοκράτωρ κατῆλθεν εἰς τὸν κῆπον μετὰ τὸν πρόθεσιν τῆς παρελάσεως τῶν στρατιωτικῶν καὶ 30 χιλιάδων προσώπων. xyxy=(1023,1078,1297,1140)
headline: ΔΙΠΛΩΜΑΤΙΚΟΝ ΕΠΕΙΣΟΔΙΟΝ xyxy=(778,1187,965,1204)
headline: ΝΕΡΟ, ΝΕΡΟ xyxy=(1354,1815,1545,1845)
letter-closing: Διατελῶ μεθ' ὑπολήψεως xyxy=(1421,1433,1582,1449)
